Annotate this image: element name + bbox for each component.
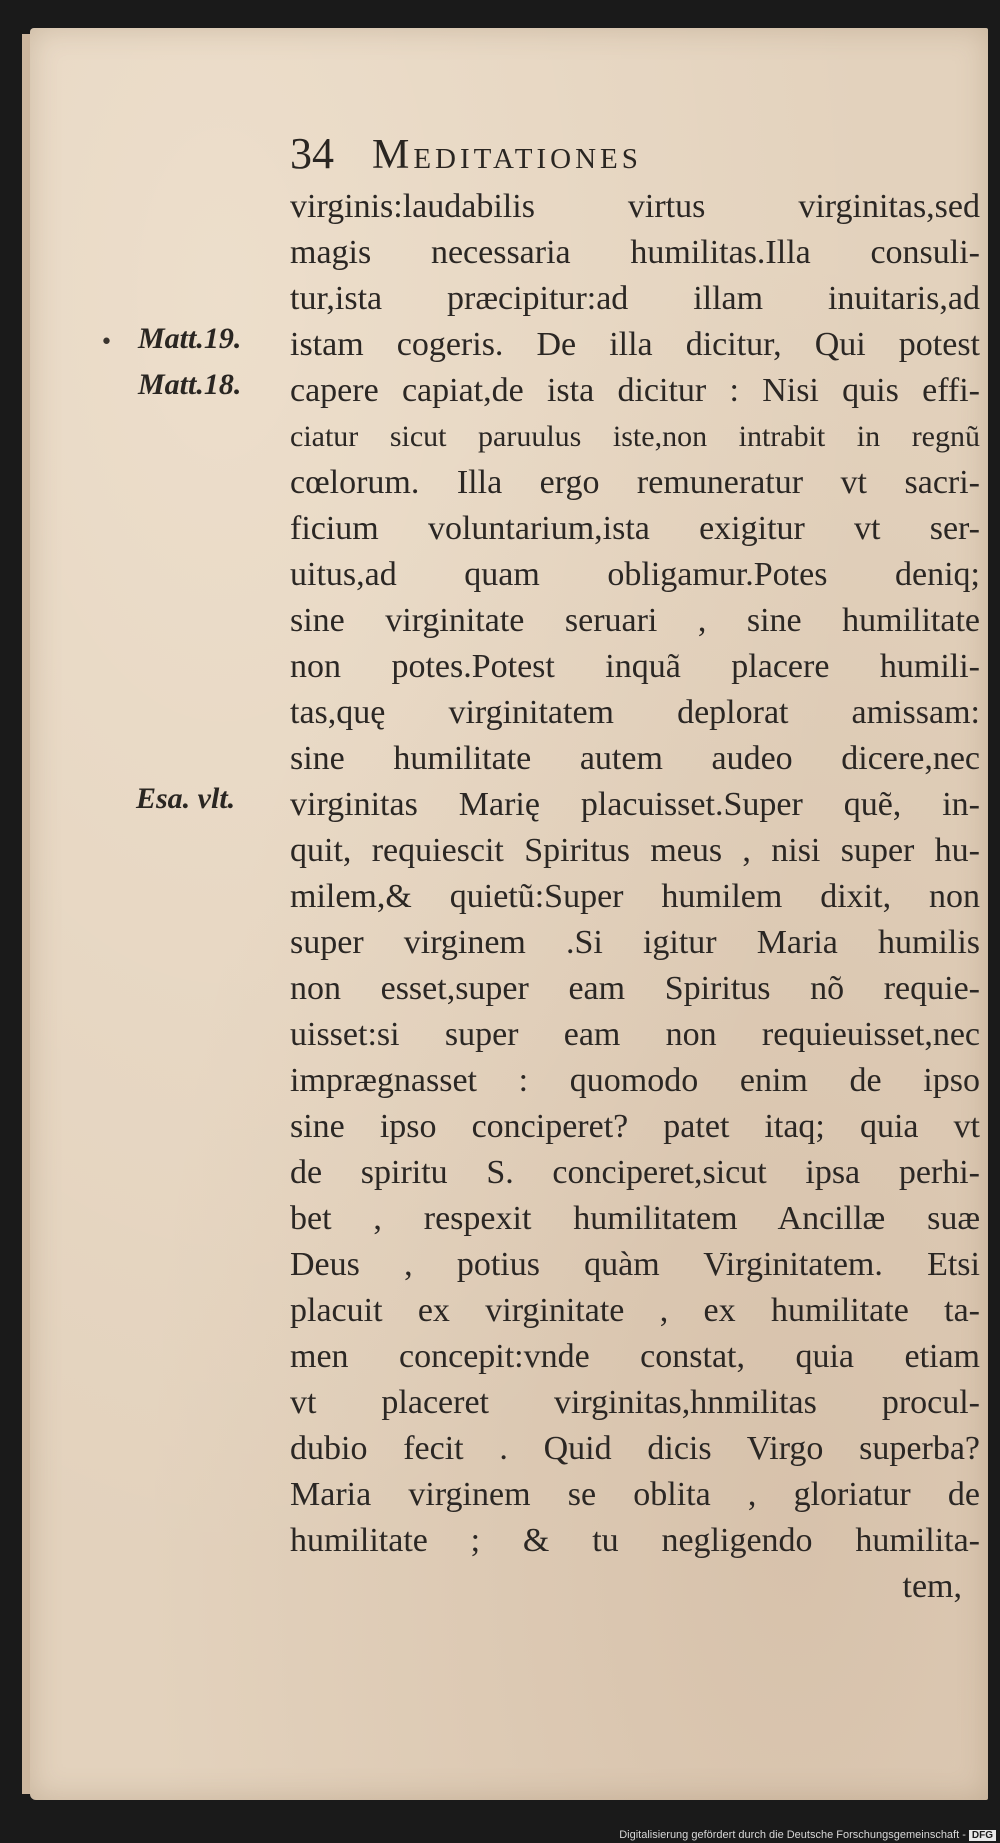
- text-line: men concepit:vnde constat, quia etiam: [290, 1338, 980, 1375]
- text-line: magis necessaria humilitas.Illa consuli-: [290, 234, 980, 271]
- text-line: dubio fecit . Quid dicis Virgo superba?: [290, 1430, 980, 1467]
- text-line: tas,quę virginitatem deplorat amissam:: [290, 694, 980, 731]
- text-line: Maria virginem se oblita , gloriatur de: [290, 1476, 980, 1513]
- credit-text: Digitalisierung gefördert durch die Deutsche Forschungsgemeinschaft -: [619, 1829, 966, 1841]
- body-text: [290, 184, 980, 1610]
- digitization-credit: [619, 1829, 996, 1841]
- text-line: sine ipso conciperet? patet itaq; quia vt: [290, 1108, 980, 1145]
- text-line: tur,ista præcipitur:ad illam inuitaris,ad: [290, 280, 980, 317]
- asterisk-mark: •: [100, 330, 113, 355]
- text-line: non potes.Potest inquã placere humili-: [290, 648, 980, 685]
- text-line: quit, requiescit Spiritus meus , nisi super hu-: [290, 832, 980, 869]
- text-line: uisset:si super eam non requieuisset,nec: [290, 1016, 980, 1053]
- text-line: super virginem .Si igitur Maria humilis: [290, 924, 980, 961]
- text-line: humilitate ; & tu negligendo humilita-: [290, 1522, 980, 1559]
- text-line: virginis:laudabilis virtus virginitas,sed: [290, 188, 980, 225]
- page-number: 34: [290, 129, 334, 178]
- dfg-logo: DFG: [969, 1830, 996, 1841]
- margin-note-matt-18: Matt.18.: [138, 368, 242, 401]
- text-line: uitus,ad quam obligamur.Potes deniq;: [290, 556, 980, 593]
- text-line: cœlorum. Illa ergo remuneratur vt sacri-: [290, 464, 980, 501]
- text-line: istam cogeris. De illa dicitur, Qui potest: [290, 326, 980, 363]
- running-head: [290, 128, 642, 179]
- text-line: vt placeret virginitas,hnmilitas procul-: [290, 1384, 980, 1421]
- text-line: non esset,super eam Spiritus nõ requie-: [290, 970, 980, 1007]
- text-line: Deus , potius quàm Virginitatem. Etsi: [290, 1246, 980, 1283]
- text-line: milem,& quietũ:Super humilem dixit, non: [290, 878, 980, 915]
- text-line: sine virginitate seruari , sine humilitate: [290, 602, 980, 639]
- text-line: sine humilitate autem audeo dicere,nec: [290, 740, 980, 777]
- text-line: capere capiat,de ista dicitur : Nisi quis effi-: [290, 372, 980, 409]
- running-title: Meditationes: [372, 132, 642, 178]
- text-line: virginitas Marię placuisset.Super quẽ, in-: [290, 786, 980, 823]
- text-line: placuit ex virginitate , ex humilitate ta-: [290, 1292, 980, 1329]
- margin-note-matt-19: Matt.19.: [138, 322, 242, 355]
- text-line: de spiritu S. conciperet,sicut ipsa perhi-: [290, 1154, 980, 1191]
- text-line-catchword: tem,: [902, 1568, 962, 1605]
- text-line: imprægnasset : quomodo enim de ipso: [290, 1062, 980, 1099]
- text-line: ciatur sicut paruulus iste,non intrabit in regnũ: [290, 420, 980, 453]
- text-line: ficium voluntarium,ista exigitur vt ser-: [290, 510, 980, 547]
- margin-note-esa: Esa. vlt.: [136, 782, 236, 815]
- text-line: bet , respexit humilitatem Ancillæ suæ: [290, 1200, 980, 1237]
